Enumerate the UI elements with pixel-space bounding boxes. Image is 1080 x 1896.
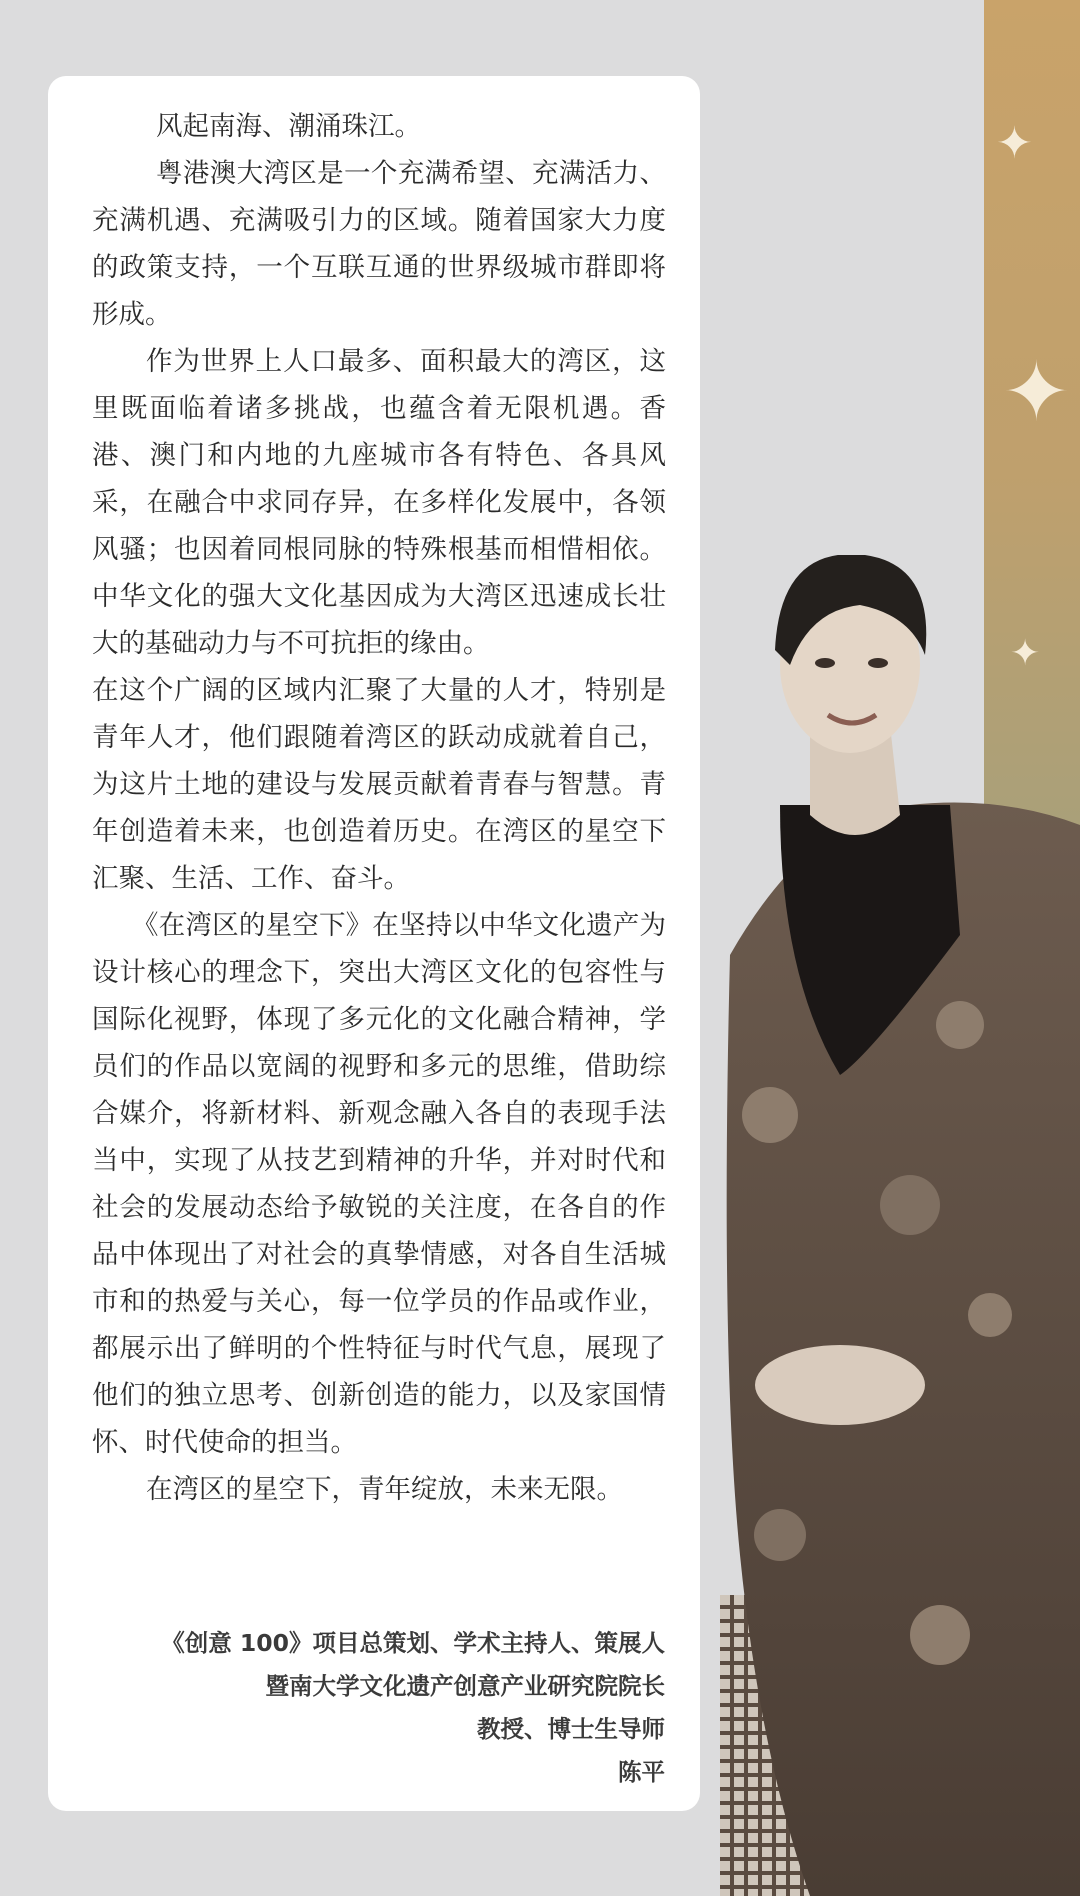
signature-role: 《创意 100》项目总策划、学术主持人、策展人: [161, 1629, 665, 1657]
signature-institution: 暨南大学文化遗产创意产业研究院院长: [265, 1672, 665, 1700]
paragraph-greater-bay-area: 粤港澳大湾区是一个充满希望、充满活力、充满机遇、充满吸引力的区域。随着国家大力度的政策支持，一个互联互通的世界级城市群即将形成。: [92, 158, 666, 330]
signature-title: 教授、博士生导师: [477, 1715, 665, 1743]
article-body: [92, 103, 666, 1513]
paragraph-opening: 风起南海、潮涌珠江。: [156, 111, 421, 142]
paragraph-exhibition: 《在湾区的星空下》在坚持以中华文化遗产为设计核心的理念下，突出大湾区文化的包容性与国际化视野，体现了多元化的文化融合精神，学员们的作品以宽阔的视野和多元的思维，借助综合媒介，将新材料、新观念融入各自的表现手法当中，实现了从技艺到精神的升华，并对时代和社会的发展动态给予敏锐的关注度，在各自的作品中体现出了对社会的真挚情感，对各自生活城市和的热爱与关心，每一位学员的作品或作业，都展示出了鲜明的个性特征与时代气息，展现了他们的独立思考、创新创造的能力，以及家国情怀、时代使命的担当。: [92, 910, 666, 1458]
paragraph-closing: 在湾区的星空下，青年绽放，未来无限。: [146, 1474, 623, 1505]
paragraph-talent: 在这个广阔的区域内汇聚了大量的人才，特别是青年人才，他们跟随着湾区的跃动成就着自己，为这片土地的建设与发展贡献着青春与智慧。青年创造着未来，也创造着历史。在湾区的星空下汇聚、生活、工作、奋斗。: [92, 675, 666, 894]
paragraph-challenges: 作为世界上人口最多、面积最大的湾区，这里既面临着诸多挑战，也蕴含着无限机遇。香港、澳门和内地的九座城市各有特色、各具风采，在融合中求同存异，在多样化发展中，各领风骚；也因着同根同脉的特殊根基而相惜相依。中华文化的强大文化基因成为大湾区迅速成长壮大的基础动力与不可抗拒的缘由。: [92, 346, 666, 659]
author-portrait: [660, 555, 1080, 1896]
author-signature: [105, 1622, 665, 1794]
sparkle-icon: ✦: [1002, 345, 1071, 440]
signature-name: 陈平: [618, 1758, 665, 1786]
sparkle-icon: ✦: [1010, 633, 1041, 674]
sparkle-icon: ✦: [996, 118, 1033, 169]
